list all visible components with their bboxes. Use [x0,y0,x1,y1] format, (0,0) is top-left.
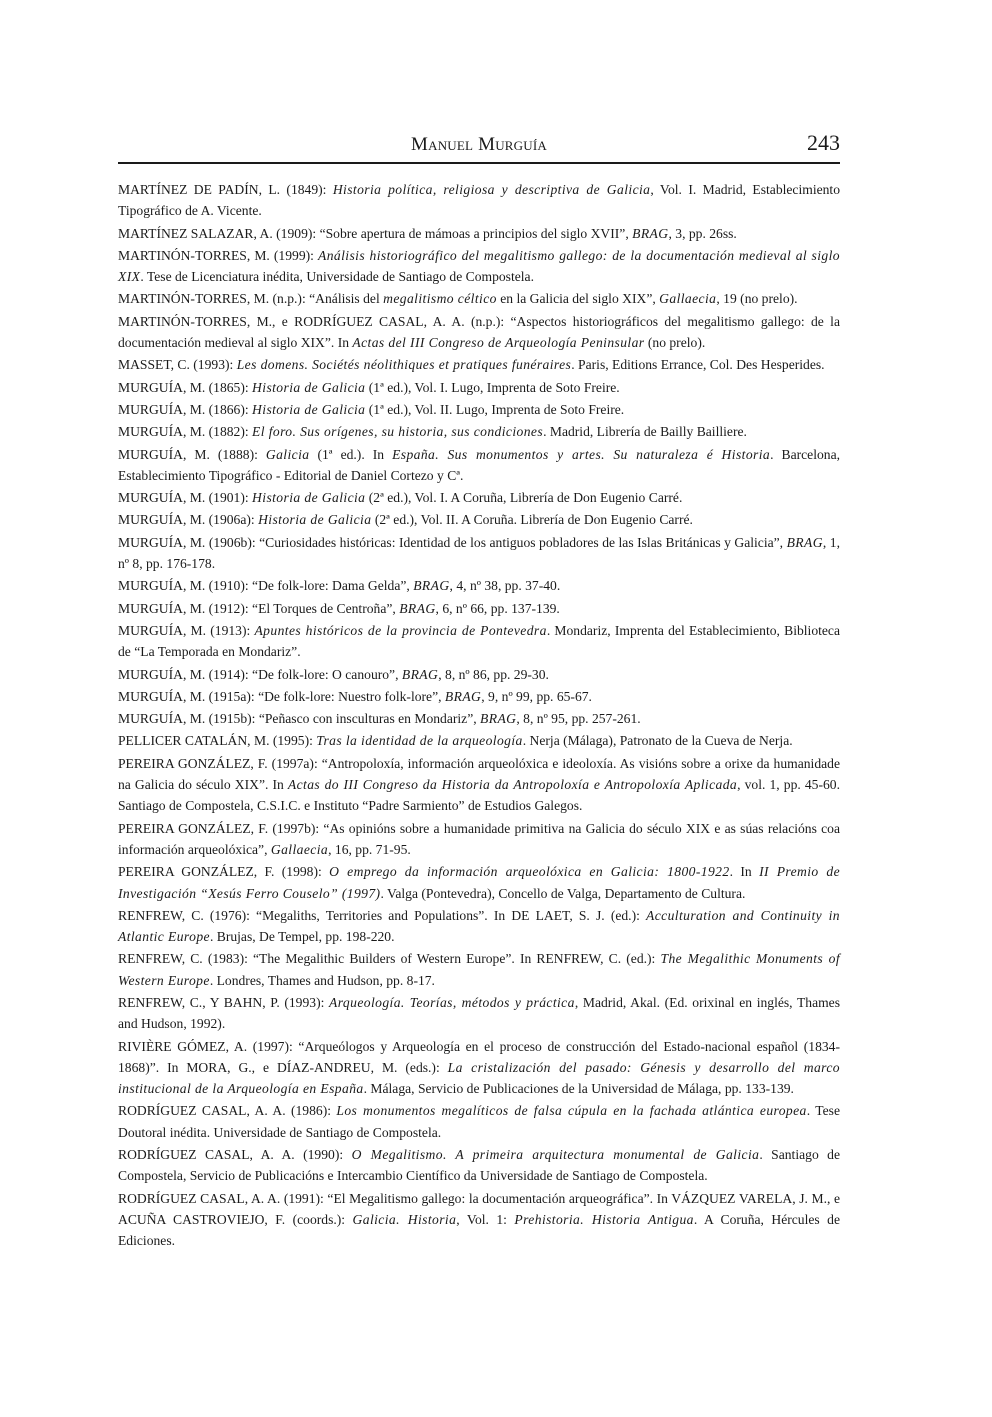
reference-entry [118,686,840,707]
reference-title: El foro. Sus orígenes, su historia, sus condiciones [252,424,544,440]
reference-text: MURGUÍA, M. (1906b): “Curiosidades históricas: Identidad de los antiguos pobladores de las Islas Británicas y Galicia”, [118,534,787,550]
reference-text: , 6, nº 66, pp. 137-139. [435,600,560,616]
reference-title: O emprego da información arqueolóxica en Galicia: 1800-1922 [329,864,730,880]
reference-entry [118,487,840,508]
reference-title: II Premio de Investigación “Xesús Ferro Couselo” (1997) [118,864,841,901]
reference-text: (1ª ed.). In [309,446,393,462]
reference-text: RODRÍGUEZ CASAL, A. A. (1986): [118,1103,337,1119]
reference-entry [118,861,840,904]
reference-text: MURGUÍA, M. (1915b): “Peñasco con insculturas en Mondariz”, [118,711,481,727]
reference-text: , Vol. I. Madrid, Establecimiento Tipográfico de A. Vicente. [118,182,840,219]
reference-text: MURGUÍA, M. (1888): [118,446,266,462]
page-number: 243 [807,130,840,155]
reference-title: Galicia. Historia [352,1211,457,1227]
reference-text: . Tese Doutoral inédita. Universidade de Santiago de Compostela. [118,1103,840,1140]
reference-entry [118,753,840,817]
reference-text: MURGUÍA, M. (1906a): [118,512,259,528]
reference-text: , 8, nº 86, pp. 29-30. [438,666,549,682]
reference-text: PELLICER CATALÁN, M. (1995): [118,733,317,749]
reference-text: PEREIRA GONZÁLEZ, F. (1997a): “Antropoloxía, información arqueolóxica e ideoloxía. As visións sobre a orixe da humanidade na Galicia do século XIX”. In [118,755,840,793]
reference-title: Actas del III Congreso de Arqueología Peninsular [352,335,645,351]
reference-text: . Málaga, Servicio de Publicaciones de la Universidad de Málaga, pp. 133-139. [363,1081,794,1097]
reference-entry [118,223,840,244]
reference-text: MURGUÍA, M. (1901): [118,490,253,506]
reference-title: BRAG [480,711,517,727]
reference-title: Prehistoria. Historia Antigua [514,1211,694,1227]
reference-title: Historia política, religiosa y descriptiva de Galicia [332,182,651,197]
reference-title: Gallaecia [659,291,717,307]
reference-text: . In [729,864,760,880]
reference-title: The Megalithic Monuments of Western Europe [118,951,840,988]
reference-title: Gallaecia [270,841,329,857]
reference-entry [118,1144,840,1187]
reference-title: BRAG [413,578,450,594]
reference-text: MURGUÍA, M. (1913): [118,622,255,638]
reference-text: (1ª ed.), Vol. I. Lugo, Imprenta de Soto Freire. [365,379,620,395]
reference-text: , vol. 1, pp. 45-60. Santiago de Compostela, C.S.I.C. e Instituto “Padre Sarmiento” de Estudios Galegos. [118,777,840,814]
reference-entry [118,311,840,354]
reference-title: BRAG [401,666,439,682]
reference-title: Análisis historiográfico del megalitismo gallego: de la documentación medieval al siglo XIX [118,247,840,285]
reference-text: , 16, pp. 71-95. [328,841,411,857]
reference-entry [118,354,840,375]
reference-entry [118,532,840,575]
reference-title: Los monumentos megalíticos de falsa cúpula en la fachada atlántica europea [336,1103,807,1119]
reference-text: RIVIÈRE GÓMEZ, A. (1997): “Arqueólogos y Arqueología en el proceso de construcción del Estado-nacional español (1834-1868)”. In MORA, G., e DÍAZ-ANDREU, M. (eds.): [118,1038,840,1075]
reference-title: La cristalización del pasado: Génesis y desarrollo del marco institucional de la Arqueología en España [118,1059,840,1097]
reference-text: MARTINÓN-TORRES, M., e RODRÍGUEZ CASAL, A. A. (n.p.): “Aspectos historiográficos del megalitismo gallego: de la documentación medieval al siglo XIX”. In [118,313,840,351]
reference-text: , 1, nº 8, pp. 176-178. [118,534,840,572]
reference-title: BRAG [632,225,669,241]
reference-title: Acculturation and Continuity in Atlantic Europe [118,907,840,945]
reference-text: RENFREW, C., Y BAHN, P. (1993): [118,994,330,1010]
reference-text: . Nerja (Málaga), Patronato de la Cueva de Nerja. [522,733,793,749]
reference-entry [118,575,840,596]
reference-text: , 3, pp. 26ss. [668,225,737,241]
reference-text: RODRÍGUEZ CASAL, A. A. (1991): “El Megalitismo gallego: la documentación arqueográfica”. In VÁZQUEZ VARELA, J. M., e ACUÑA CASTROVIEJO, F. (coords.): [118,1190,840,1227]
bibliography-list [118,179,840,1253]
reference-text: . Valga (Pontevedra), Concello de Valga, Departamento de Cultura. [380,885,746,901]
reference-text: MURGUÍA, M. (1882): [118,424,253,440]
reference-text: . Madrid, Librería de Bailly Bailliere. [543,424,747,440]
reference-text: en la Galicia del siglo XIX”, [496,291,660,307]
reference-text: PEREIRA GONZÁLEZ, F. (1997b): “As opinións sobre a humanidade primitiva na Galicia do século XIX e as súas relacións coa información arqueolóxica”, [118,820,840,857]
reference-entry [118,708,840,729]
reference-text: MURGUÍA, M. (1912): “El Torques de Centroña”, [118,600,400,616]
reference-text: MURGUÍA, M. (1915a): “De folk-lore: Nuestro folk-lore”, [118,688,445,704]
reference-text: PEREIRA GONZÁLEZ, F. (1998): [118,864,330,880]
page-header [118,130,840,164]
reference-text: (1ª ed.), Vol. II. Lugo, Imprenta de Soto Freire. [365,401,625,417]
reference-entry [118,992,840,1035]
reference-entry [118,377,840,398]
reference-entry [118,620,840,663]
reference-title: España. Sus monumentos y artes. Su naturaleza é Historia [392,446,771,462]
reference-entry [118,730,840,751]
reference-text: MURGUÍA, M. (1914): “De folk-lore: O canouro”, [118,666,402,682]
reference-text: MURGUÍA, M. (1866): [118,401,253,417]
reference-entry [118,1100,840,1143]
reference-text: , 19 (no prelo). [716,291,798,307]
reference-entry [118,509,840,530]
reference-text: . A Coruña, Hércules de Ediciones. [118,1211,840,1249]
reference-text: RENFREW, C. (1983): “The Megalithic Builders of Western Europe”. In RENFREW, C. (ed.): [118,951,661,967]
reference-title: megalitismo céltico [383,291,497,307]
reference-text: , 9, nº 99, pp. 65-67. [481,688,592,704]
reference-text: MARTINÓN-TORRES, M. (n.p.): “Análisis del [118,291,384,307]
reference-title: BRAG [444,688,482,704]
reference-title: BRAG [399,600,436,616]
reference-entry [118,444,840,487]
reference-entry [118,288,840,309]
reference-title: Historia de Galicia [252,379,366,395]
reference-text: MARTINÓN-TORRES, M. (1999): [118,247,319,263]
reference-entry [118,905,840,948]
reference-entry [118,399,840,420]
reference-text: , 4, nº 38, pp. 37-40. [449,578,561,594]
reference-text: . Barcelona, Establecimiento Tipográfico - Editorial de Daniel Cortezo y Cª. [118,446,841,483]
reference-text: . Londres, Thames and Hudson, pp. 8-17. [209,972,435,988]
running-title: Manuel Murguía [411,134,547,155]
reference-text: . Mondariz, Imprenta del Establecimiento, Biblioteca de “La Temporada en Mondariz”. [118,622,840,660]
reference-text: MARTÍNEZ DE PADÍN, L. (1849): [118,182,333,197]
reference-title: Les domens. Sociétés néolithiques et pratiques funéraires [236,357,572,373]
reference-entry [118,948,840,991]
reference-entry [118,818,840,861]
reference-entry [118,664,840,685]
reference-entry [118,179,840,222]
reference-title: Arqueología. Teorías, métodos y práctica [329,994,575,1010]
reference-text: . Santiago de Compostela, Servicio de Publicacións e Intercambio Científico da Universidade de Santiago de Compostela. [118,1147,840,1184]
reference-text: , Madrid, Akal. (Ed. orixinal en inglés, Thames and Hudson, 1992). [118,994,841,1032]
reference-text: . Paris, Editions Errance, Col. Des Hesperides. [571,357,825,373]
reference-text: MURGUÍA, M. (1865): [118,379,253,395]
reference-entry [118,1036,840,1100]
reference-entry [118,421,840,442]
reference-text: (no prelo). [644,335,706,351]
reference-text: , Vol. 1: [456,1211,515,1227]
reference-title: Historia de Galicia [252,490,366,506]
reference-text: MARTÍNEZ SALAZAR, A. (1909): “Sobre apertura de mámoas a principios del siglo XVII”, [118,225,633,241]
reference-title: O Megalitismo. A primeira arquitectura monumental de Galicia [351,1147,760,1163]
reference-text: . Tese de Licenciatura inédita, Universidade de Santiago de Compostela. [140,269,534,285]
reference-title: Historia de Galicia [258,512,372,528]
reference-entry [118,1188,840,1252]
reference-text: RENFREW, C. (1976): “Megaliths, Territories and Populations”. In DE LAET, S. J. (ed.): [118,907,647,923]
reference-title: Tras la identidad de la arqueología [316,733,523,749]
reference-entry [118,245,840,288]
reference-title: BRAG [786,534,823,550]
reference-text: (2ª ed.), Vol. II. A Coruña. Librería de Don Eugenio Carré. [371,512,693,528]
reference-text: , 8, nº 95, pp. 257-261. [516,711,641,727]
reference-text: (2ª ed.), Vol. I. A Coruña, Librería de Don Eugenio Carré. [365,490,683,506]
reference-text: . Brujas, De Tempel, pp. 198-220. [209,929,395,945]
reference-title: Historia de Galicia [252,401,366,417]
reference-title: Actas do III Congreso da Historia da Antropoloxía e Antropoloxía Aplicada [287,777,738,793]
reference-title: Galicia [265,446,310,462]
reference-text: RODRÍGUEZ CASAL, A. A. (1990): [118,1147,352,1163]
reference-text: MASSET, C. (1993): [118,357,237,373]
reference-title: Apuntes históricos de la provincia de Pontevedra [254,622,547,638]
reference-entry [118,598,840,619]
reference-text: MURGUÍA, M. (1910): “De folk-lore: Dama Gelda”, [118,578,414,594]
